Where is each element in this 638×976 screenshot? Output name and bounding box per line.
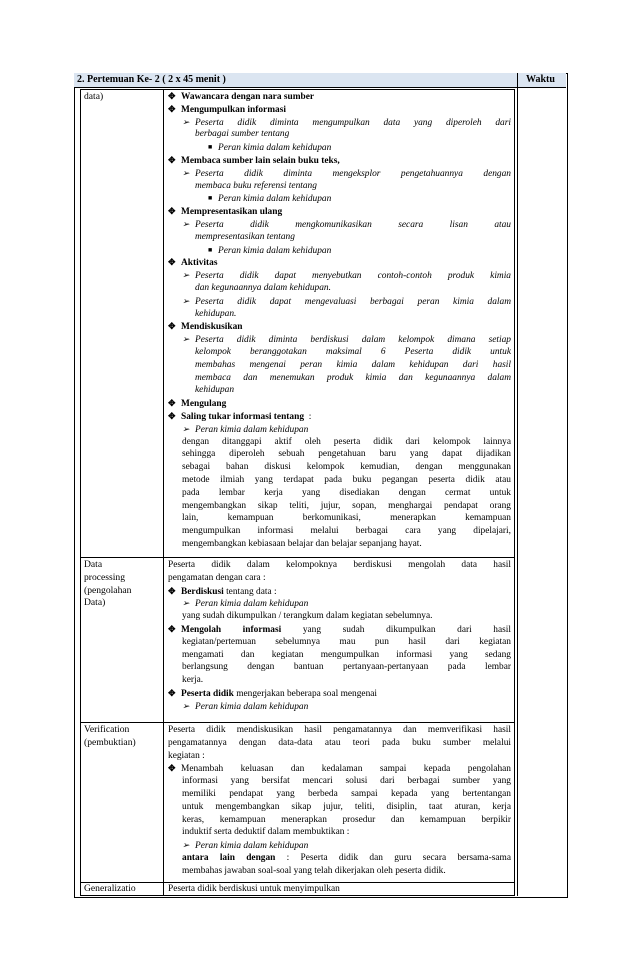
text-line: antara lain dengan	[182, 852, 276, 863]
arrow-bullet-icon: ➢	[182, 116, 190, 127]
list-item: lain, kemampuan berkomunikasi, menerapkan kemampuan	[182, 513, 511, 524]
text-line: Peran kimia dalam kehidupan	[218, 194, 332, 205]
list-item	[168, 205, 511, 218]
diamond-bullet-icon: ✥	[168, 398, 176, 409]
text-line: : Peserta didik dan guru secara bersama-sama	[275, 852, 511, 863]
list-item	[168, 397, 511, 410]
list-item	[168, 320, 511, 333]
arrow-bullet-icon: ➢	[182, 218, 190, 229]
list-item	[168, 410, 511, 423]
generalization-content	[168, 883, 511, 896]
text-line: Peserta didik dapat mengevaluasi berbagai peran kimia dalam	[195, 296, 511, 307]
list-item: membaca buku referensi tentang	[195, 180, 317, 191]
list-item: membaca dan menemukan produk kimia dan kegunaannya dalam	[195, 372, 511, 383]
list-item: metode ilmiah yang terdapat pada buku pegangan peserta didik atau	[182, 474, 511, 485]
square-bullet-icon: ■	[208, 143, 213, 152]
diamond-bullet-icon: ✥	[168, 623, 176, 634]
text-line: membahas jawaban soal-soal yang telah dikerjakan oleh peserta didik.	[182, 865, 446, 876]
text-line: Mempresentasikan ulang	[181, 207, 283, 218]
text-line: mengerjakan beberapa soal mengenai	[233, 688, 378, 699]
text-line: yang sudah dikumpulkan dari hasil	[281, 624, 511, 635]
text-line: Aktivitas	[181, 258, 218, 269]
table-header	[74, 73, 566, 88]
text-line: Data)	[84, 597, 106, 609]
arrow-bullet-icon: ➢	[182, 295, 190, 306]
text-line: induktif serta deduktif dalam membuktikan :	[182, 827, 350, 838]
waktu-column-header: Waktu	[526, 74, 555, 85]
arrow-bullet-icon: ➢	[182, 167, 190, 178]
meeting-title: 2. Pertemuan Ke- 2 ( 2 x 45 menit )	[77, 74, 226, 85]
list-item	[168, 154, 511, 167]
text-line: Peran kimia dalam kehidupan	[195, 701, 309, 712]
row-label-generalization: Generalizatio	[84, 883, 136, 894]
square-bullet-icon: ■	[208, 245, 213, 254]
text-line: Peserta didik diminta berdiskusi dalam kelompok dimana setiap	[195, 335, 511, 346]
list-item	[168, 141, 511, 154]
arrow-bullet-icon: ➢	[182, 840, 190, 851]
text-line: Peserta didik diminta mengumpulkan data yang diperoleh dari	[195, 117, 511, 128]
text-line: kerja.	[182, 675, 204, 686]
text-line: untuk mengembangkan sikap jujur, teliti, disiplin, taat aturan, kerja	[182, 801, 511, 812]
text-line: Verification	[84, 724, 130, 735]
diamond-bullet-icon: ✥	[168, 154, 176, 165]
text-line: processing	[84, 571, 126, 583]
arrow-bullet-icon: ➢	[182, 423, 190, 434]
text-line: (pengolahan	[84, 584, 132, 596]
column-divider	[163, 90, 164, 895]
list-item	[168, 116, 511, 129]
text-line: Peserta didik dalam kelompoknya berdiskusi mengolah data hasil	[168, 560, 511, 570]
text-line: Peserta didik diminta mengeksplor pengetahuannya dengan	[195, 168, 511, 179]
text-line: :	[308, 411, 312, 422]
diamond-bullet-icon: ✥	[168, 321, 176, 332]
text-line: mengamati dan kegiatan mengumpulkan informasi yang sedang	[182, 649, 511, 660]
list-item	[168, 192, 511, 205]
arrow-bullet-icon: ➢	[182, 334, 190, 345]
list-item: kehidupan	[195, 385, 235, 396]
text-line: Berdiskusi	[181, 586, 224, 597]
text-line: Peserta didik berdiskusi untuk menyimpulkan	[168, 884, 340, 894]
diamond-bullet-icon: ✥	[168, 687, 176, 698]
text-line: Mendiskusikan	[181, 322, 243, 333]
list-item: mengumpulkan informasi melalui berbagai cara yang dipelajari,	[182, 526, 511, 537]
list-item: membahas mengenai peran kimia dalam kehidupan dari hasil	[195, 359, 511, 370]
arrow-bullet-icon: ➢	[182, 700, 190, 711]
text-line: Peserta didik mengkomunikasikan secara lisan atau	[195, 219, 511, 230]
diamond-bullet-icon: ✥	[168, 410, 176, 421]
text-line: Mengulang	[181, 399, 227, 410]
list-item	[168, 244, 511, 257]
list-item: berbagai sumber tentang	[195, 129, 290, 140]
text-line: Wawancara dengan nara sumber	[181, 92, 315, 102]
list-item	[168, 218, 511, 231]
list-item	[168, 256, 511, 269]
list-item	[168, 167, 511, 180]
text-line: Peran kimia dalam kehidupan	[195, 424, 309, 435]
text-line: Peran kimia dalam kehidupan	[195, 841, 309, 852]
row-label-verification	[84, 724, 136, 750]
text-line: Peran kimia dalam kehidupan	[195, 599, 309, 610]
text-line	[168, 585, 511, 598]
text-line: Peserta didik dapat menyebutkan contoh-contoh produk kimia	[195, 271, 511, 282]
lesson-plan-table	[74, 73, 568, 898]
text-line: Saling tukar informasi tentang	[181, 411, 305, 422]
text-line: kegiatan/pertemuan sebelumnya mau pun hasil dari kegiatan	[182, 636, 511, 647]
data-collection-content	[168, 90, 511, 551]
text-line: berlangsung dengan bantuan pertanyaan-pertanyaan pada lembar	[182, 662, 511, 673]
diamond-bullet-icon: ✥	[168, 257, 176, 268]
text-line: Membaca sumber lain selain buku teks,	[181, 155, 340, 166]
row-divider	[81, 557, 514, 558]
list-item: kelompok beranggotakan maksimal 6 Peserta didik untuk	[195, 346, 511, 357]
text-line	[168, 623, 511, 636]
diamond-bullet-icon: ✥	[168, 585, 176, 596]
list-item: dengan ditanggapi aktif oleh peserta didik dari kelompok lainnya	[182, 436, 511, 447]
text-line: kegiatan :	[168, 750, 205, 761]
list-item	[168, 295, 511, 308]
text-line	[168, 687, 511, 700]
text-line: Mengolah informasi	[181, 624, 282, 635]
list-item	[168, 269, 511, 282]
text-line: keras, kemampuan menerapkan prosedur dan kemampuan berpikir	[182, 814, 511, 825]
list-item: dan kegunaannya dalam kehidupan.	[195, 282, 331, 293]
text-line: Menambah keluasan dan kedalaman sampai kepada pengolahan	[181, 764, 511, 775]
waktu-column-divider	[517, 73, 518, 896]
row-label-data: data)	[84, 91, 104, 102]
diamond-bullet-icon: ✥	[168, 91, 176, 101]
text-line: Peran kimia dalam kehidupan	[218, 143, 332, 154]
text-line: pengamatannya dengan data-data atau teori pada buku sumber melalui	[168, 737, 511, 748]
list-item	[168, 90, 511, 103]
text-line	[168, 839, 511, 852]
list-item	[168, 423, 511, 436]
text-line	[168, 597, 511, 610]
row-label-data-processing	[84, 559, 131, 610]
data-processing-content	[168, 559, 511, 713]
diamond-bullet-icon: ✥	[168, 763, 176, 774]
text-line: tentang data :	[223, 586, 277, 597]
text-line: (pembuktian)	[84, 736, 136, 748]
text-line: Peserta didik mendiskusikan hasil pengamatannya dan memverifikasi hasil	[168, 725, 511, 735]
list-item	[168, 333, 511, 346]
list-item	[168, 103, 511, 116]
square-bullet-icon: ■	[208, 194, 213, 203]
verification-content	[168, 724, 511, 878]
diamond-bullet-icon: ✥	[168, 103, 176, 114]
text-line: informasi yang bersifat mencari solusi dari berbagai sumber yang	[182, 776, 511, 787]
text-line: Data	[84, 559, 103, 570]
text-line	[168, 762, 511, 775]
arrow-bullet-icon: ➢	[182, 270, 190, 281]
list-item: mempresentasikan tentang	[195, 231, 295, 242]
row-divider	[81, 722, 514, 723]
list-item: mengembangkan sikap teliti, jujur, sopan, menghargai pendapat orang	[182, 500, 511, 511]
text-line: Mengumpulkan informasi	[181, 104, 286, 115]
list-item: pada lembar kerja yang disediakan dengan cermat untuk	[182, 487, 511, 498]
list-item: sehingga diperoleh sebuah pengetahuan baru yang dapat dijadikan	[182, 449, 511, 460]
arrow-bullet-icon: ➢	[182, 598, 190, 609]
text-line: Peran kimia dalam kehidupan	[218, 245, 332, 256]
diamond-bullet-icon: ✥	[168, 206, 176, 217]
list-item: kehidupan.	[195, 308, 237, 319]
text-line: memiliki pendapat yang berbeda sampai kepada yang bertentangan	[182, 788, 511, 799]
list-item: sebagai bahan diskusi kelompok kemudian, dengan menggunakan	[182, 462, 511, 473]
activity-table	[80, 89, 515, 896]
text-line	[168, 700, 511, 713]
list-item: mengembangkan kebiasaan belajar dan belajar sepanjang hayat.	[182, 538, 422, 549]
text-line: pengamatan dengan cara :	[168, 572, 266, 583]
text-line: Peserta didik	[181, 688, 234, 699]
text-line	[168, 852, 511, 865]
text-line: yang sudah dikumpulkan / terangkum dalam kegiatan sebelumnya.	[182, 611, 433, 622]
